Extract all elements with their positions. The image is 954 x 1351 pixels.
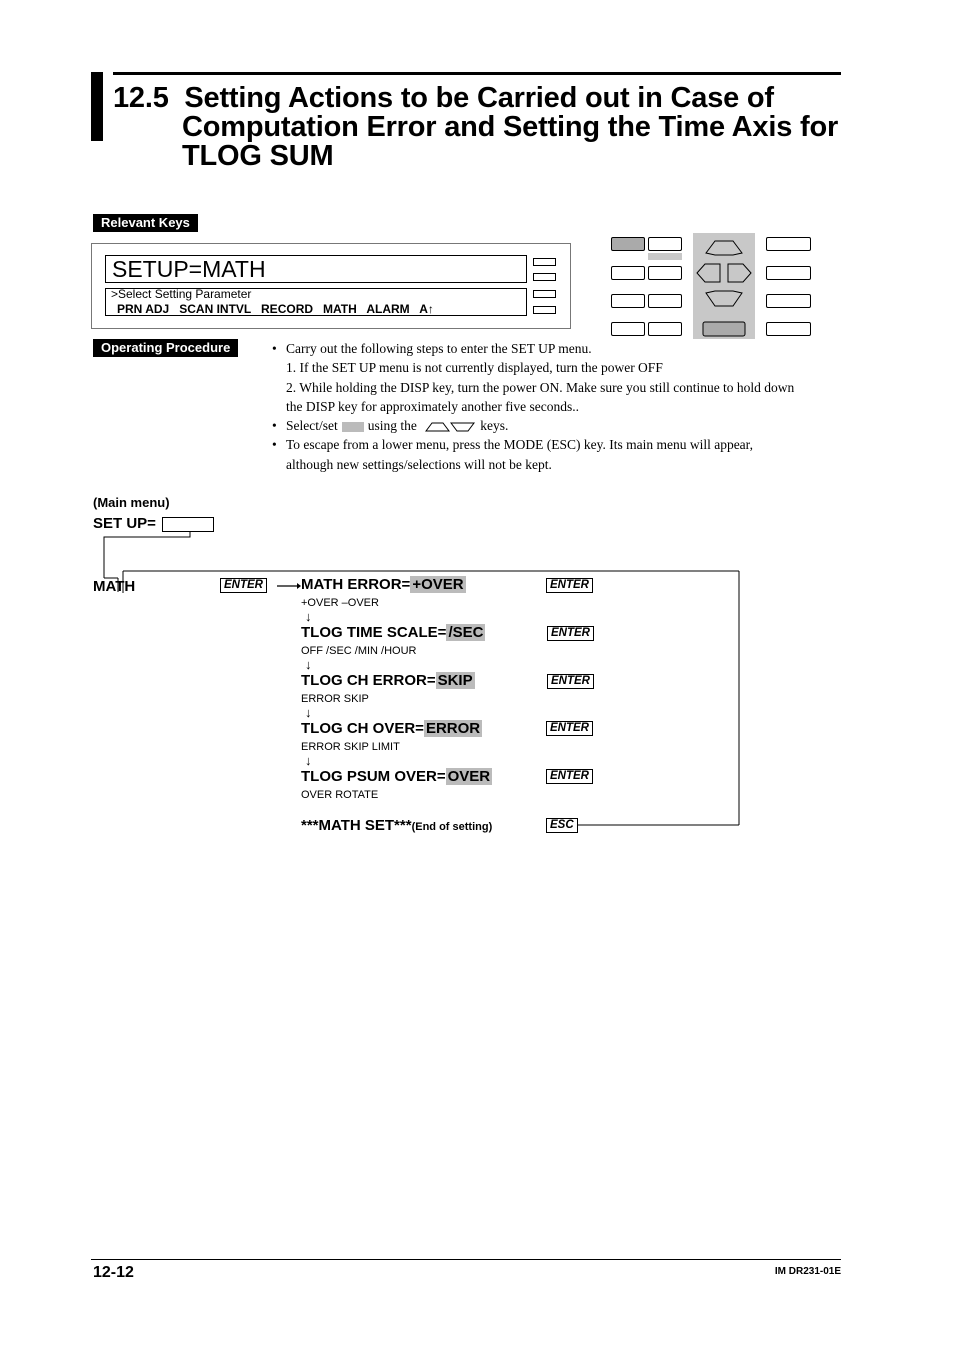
step-options: ERROR SKIP [301, 693, 369, 705]
enter-key-label: ENTER [546, 578, 593, 593]
step-options: OFF /SEC /MIN /HOUR [301, 645, 417, 657]
step-options: ERROR SKIP LIMIT [301, 741, 400, 753]
footer-rule [91, 1259, 841, 1260]
step-value[interactable]: ERROR [425, 720, 481, 737]
bullet-icon: • [272, 437, 277, 453]
enter-key-label: ENTER [220, 578, 267, 593]
esc-key-label: ESC [546, 818, 578, 833]
math-set-end [301, 817, 492, 834]
bullet-icon: • [272, 418, 277, 434]
step-label: TLOG CH ERROR= [301, 672, 436, 689]
procedure-step-2b: the DISP key for approximately another five seconds.. [286, 398, 580, 414]
down-arrow-icon: ↓ [305, 705, 312, 720]
tlog-ch-over-setting [301, 720, 482, 737]
lcd-line-2: >Select Setting Parameter [111, 287, 252, 301]
title-line-3: TLOG SUM [182, 140, 334, 172]
title-line-1: Setting Actions to be Carried out in Case of [184, 82, 774, 114]
procedure-bullet-3a: To escape from a lower menu, press the MODE (ESC) key. Its main menu will appear, [286, 437, 754, 453]
step-label: TLOG PSUM OVER= [301, 768, 446, 785]
step-label: MATH ERROR= [301, 576, 411, 593]
main-menu-label: (Main menu) [93, 495, 170, 510]
procedure-bullet-2a: Select/set [286, 418, 338, 434]
lcd-line-1: SETUP=MATH [105, 255, 527, 283]
step-value[interactable]: SKIP [437, 672, 473, 689]
lcd-line-3: PRN ADJ SCAN INTVL RECORD MATH ALARM A↑ [117, 302, 434, 316]
procedure-step-1: 1. If the SET UP menu is not currently displayed, turn the power OFF [286, 360, 663, 376]
step-value[interactable]: +OVER [412, 576, 464, 593]
step-value[interactable]: /SEC [448, 624, 484, 641]
operating-procedure-label: Operating Procedure [93, 339, 238, 357]
end-note: (End of setting) [411, 821, 493, 833]
step-label: TLOG CH OVER= [301, 720, 424, 737]
down-arrow-icon: ↓ [305, 753, 312, 768]
down-arrow-icon: ↓ [305, 657, 312, 672]
tlog-time-scale-setting [301, 624, 485, 641]
set-up-label: SET UP= [93, 515, 156, 532]
math-error-setting [301, 576, 466, 593]
procedure-step-2a: 2. While holding the DISP key, turn the power ON. Make sure you still continue to hold down [286, 379, 795, 395]
page-number: 12-12 [93, 1264, 134, 1281]
enter-key-label: ENTER [547, 626, 594, 641]
step-label: TLOG TIME SCALE= [301, 624, 447, 641]
step-options: +OVER –OVER [301, 597, 379, 609]
relevant-keys-label: Relevant Keys [93, 214, 198, 232]
step-value[interactable]: OVER [447, 768, 491, 785]
tlog-ch-error-setting [301, 672, 475, 689]
down-arrow-icon: ↓ [305, 609, 312, 624]
procedure-bullet-2b: using the [367, 418, 417, 434]
title-line-2: Computation Error and Setting the Time Axis for [182, 111, 839, 143]
section-number: 12.5 [113, 82, 169, 114]
enter-key-label: ENTER [546, 769, 593, 784]
procedure-bullet-3b: although new settings/selections will not be kept. [286, 456, 552, 472]
step-options: OVER ROTATE [301, 789, 379, 801]
math-label: MATH [93, 578, 136, 595]
bullet-icon: • [272, 341, 277, 356]
doc-id: IM DR231-01E [774, 1266, 841, 1277]
procedure-bullet-2c: keys. [480, 418, 509, 434]
enter-key-label: ENTER [547, 674, 594, 689]
procedure-bullet-1: Carry out the following steps to enter the SET UP menu. [286, 341, 592, 356]
tlog-psum-over-setting [301, 768, 492, 785]
enter-key-label: ENTER [546, 721, 593, 736]
end-label: ***MATH SET*** [301, 817, 412, 834]
